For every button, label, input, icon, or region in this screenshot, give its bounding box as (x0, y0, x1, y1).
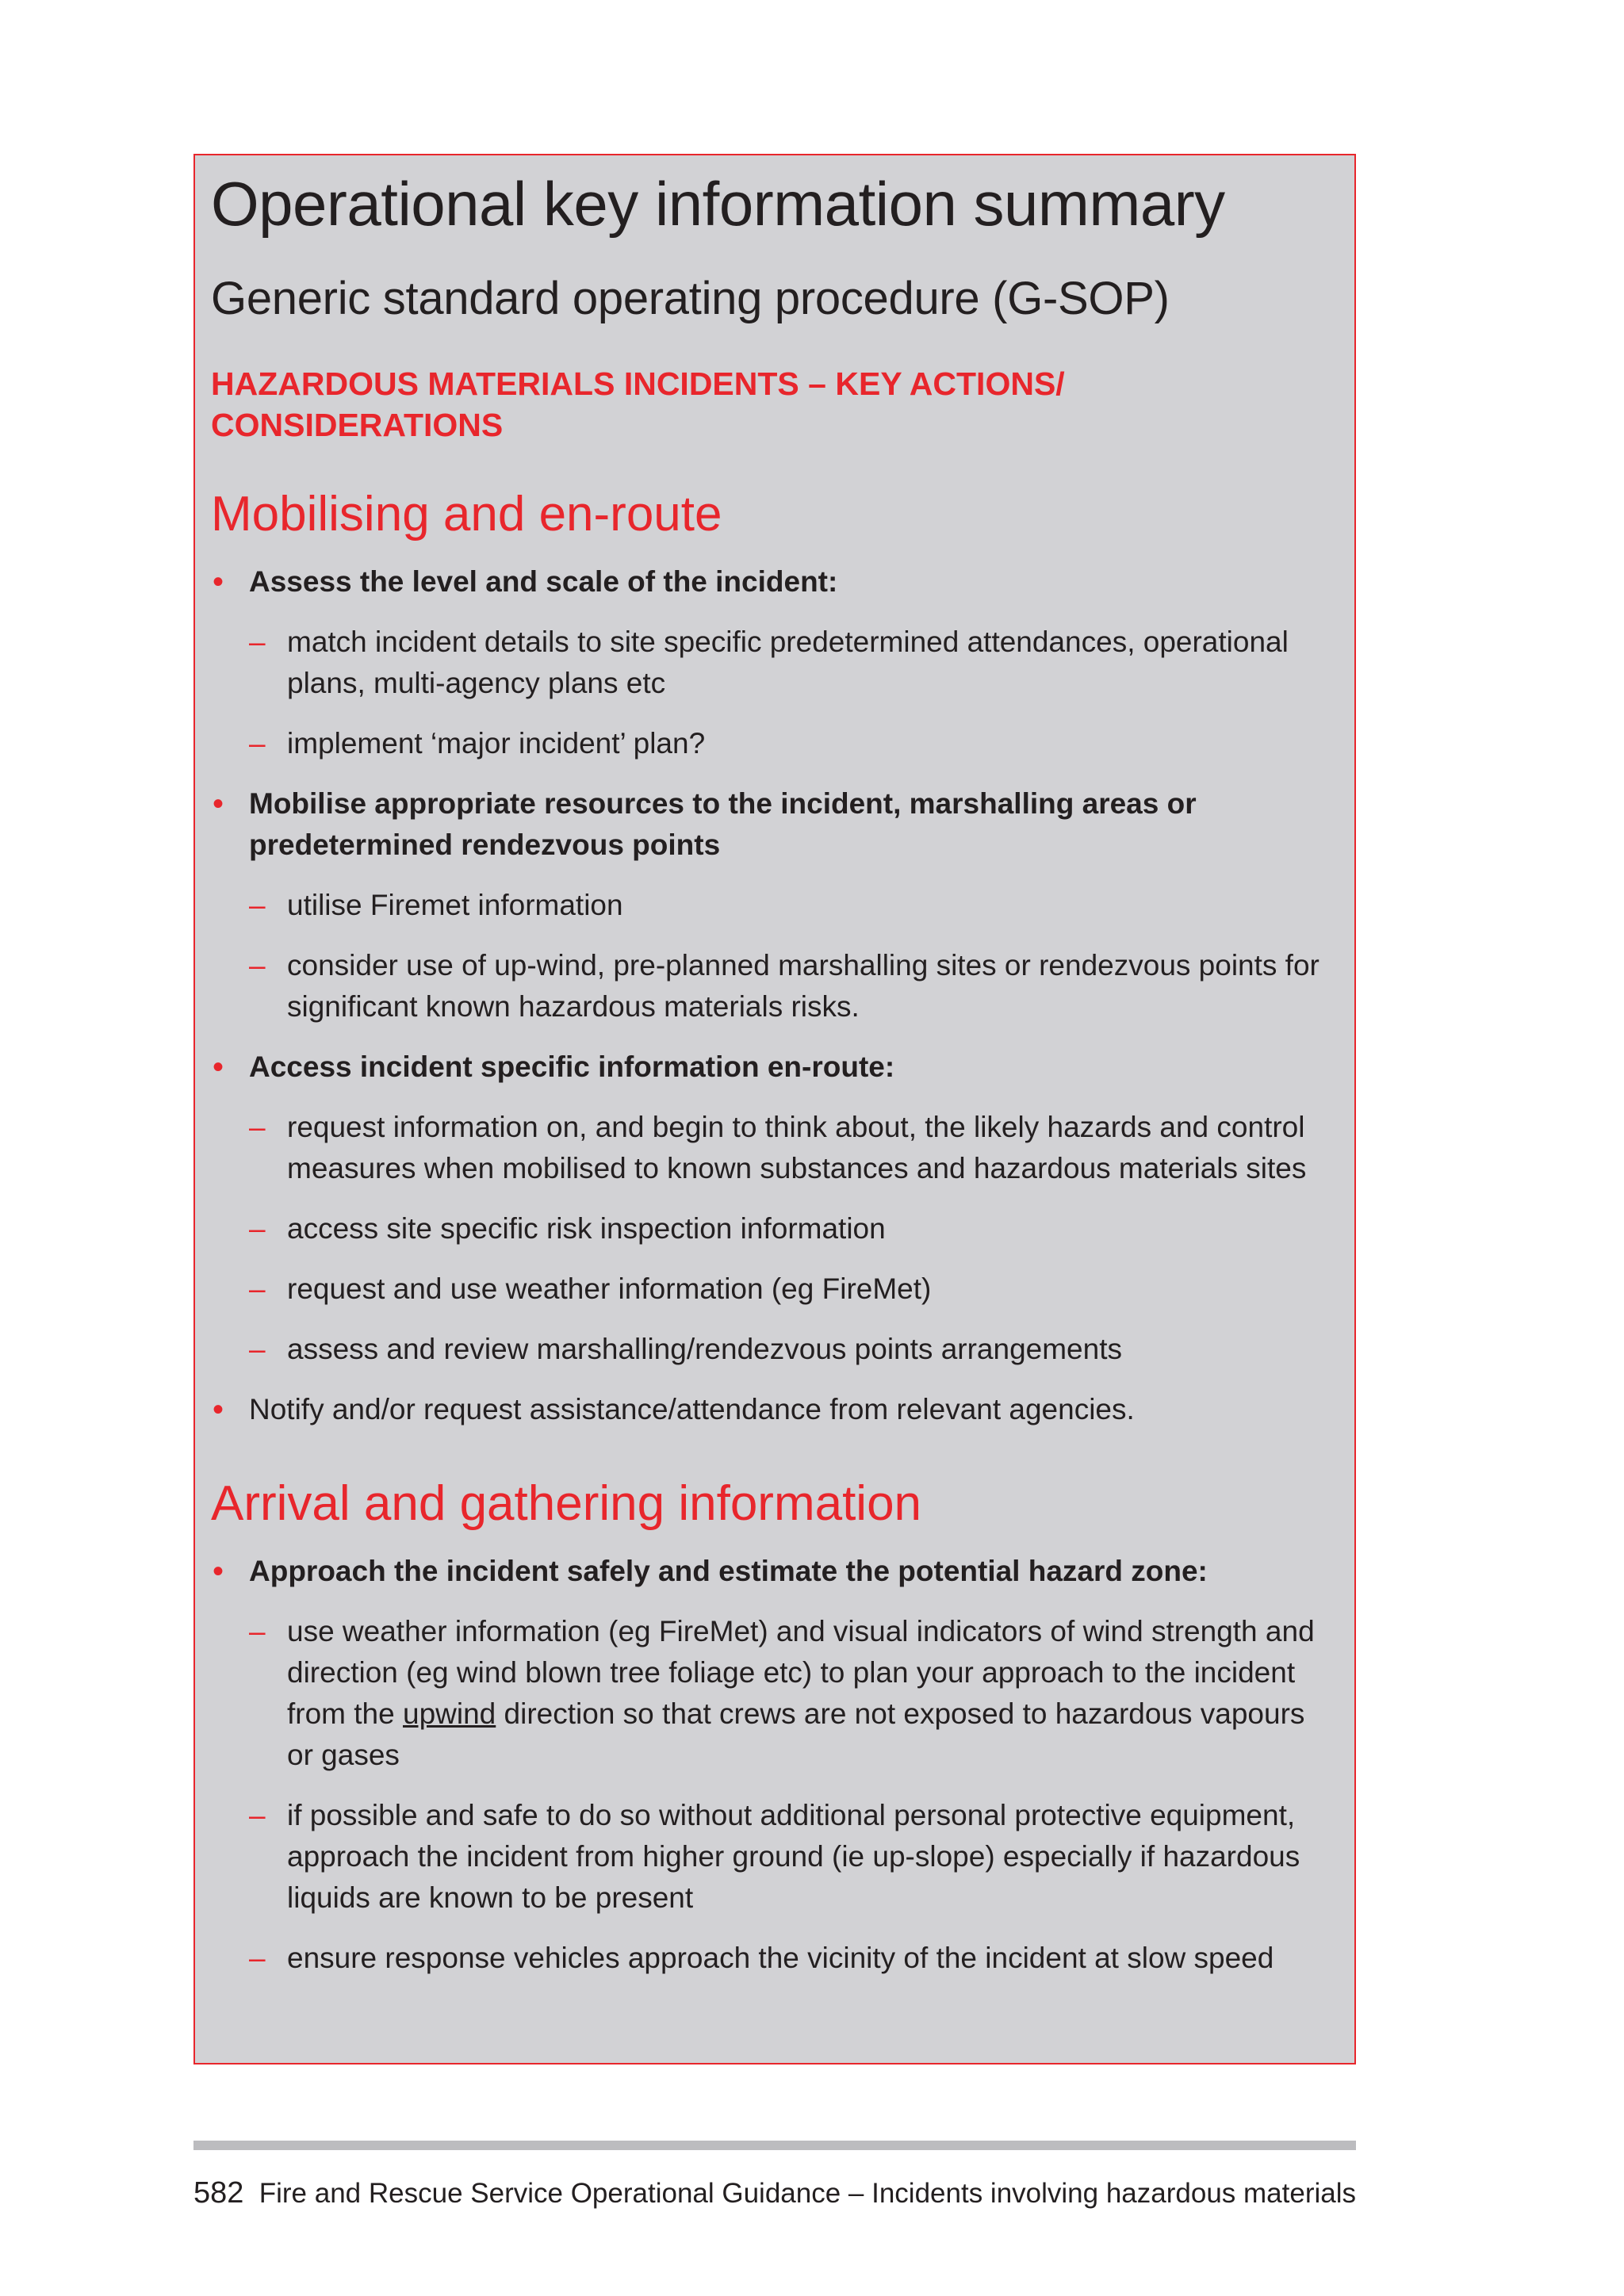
sub-list-item (249, 1938, 1320, 1979)
dash-marker: – (249, 1111, 266, 1144)
dash-marker: – (249, 889, 266, 922)
mobilising-bullet-list (211, 561, 1320, 1430)
dash-marker: – (249, 1272, 266, 1306)
sub-item-text: utilise Firemet information (287, 889, 623, 922)
bullet-text: Access incident specific information en-route: (249, 1050, 895, 1084)
sub-list-item (249, 1107, 1320, 1189)
bullet-text: Approach the incident safely and estimate the potential hazard zone: (249, 1555, 1208, 1588)
key-information-summary-box (193, 154, 1356, 2064)
sub-list (249, 1611, 1320, 1979)
sub-item-text: direction so that crews are not exposed to hazardous vapours or gases (287, 1697, 1305, 1772)
section-heading-arrival: Arrival and gathering information (211, 1476, 922, 1532)
sub-list-item (249, 1208, 1320, 1249)
sub-list-item (249, 622, 1320, 704)
sub-list-item (249, 1329, 1320, 1370)
underlined-term-upwind: upwind (403, 1697, 496, 1731)
sub-item-text: match incident details to site specific predetermined attendances, operational plans, multi-agency plans etc (287, 626, 1289, 700)
sub-list-item (249, 1611, 1320, 1776)
sub-item-text: if possible and safe to do so without additional personal protective equipment, approach the incident from higher ground (ie up-slope) especially if hazardous liquids are known to be present (287, 1799, 1300, 1915)
list-item (211, 561, 1320, 764)
sub-item-text: access site specific risk inspection information (287, 1212, 886, 1246)
dash-marker: – (249, 1942, 266, 1975)
dash-marker: – (249, 1212, 266, 1246)
list-item (211, 1551, 1320, 1979)
sub-list-item (249, 723, 1320, 764)
sub-item-text: request information on, and begin to think about, the likely hazards and control measures when mobilised to known substances and hazardous materials sites (287, 1111, 1307, 1185)
bullet-marker: • (213, 1050, 224, 1085)
sub-item-text: consider use of up-wind, pre-planned marshalling sites or rendezvous points for significant known hazardous materials risks. (287, 949, 1320, 1024)
dash-marker: – (249, 1333, 266, 1366)
dash-marker: – (249, 1799, 266, 1832)
bullet-marker: • (213, 1392, 224, 1428)
sub-item-text: implement ‘major incident’ plan? (287, 727, 706, 760)
sub-list-item (249, 1795, 1320, 1919)
sub-item-text: use weather information (eg FireMet) and visual indicators of wind strength and direction (eg wind blown tree foliage etc) to plan your approach to the incident from the (287, 1615, 1315, 1731)
bullet-text: Mobilise appropriate resources to the incident, marshalling areas or predetermined rendezvous points (249, 787, 1197, 862)
sub-list-item (249, 885, 1320, 926)
footer-publication-title: Fire and Rescue Service Operational Guidance – Incidents involving hazardous materials (259, 2178, 1356, 2209)
sub-item-text: request and use weather information (eg FireMet) (287, 1272, 932, 1306)
dash-marker: – (249, 1615, 266, 1648)
sub-list (249, 885, 1320, 1027)
bullet-text: Assess the level and scale of the incident: (249, 565, 838, 599)
list-item (211, 1389, 1320, 1430)
bullet-marker: • (213, 564, 224, 600)
sub-item-text: assess and review marshalling/rendezvous points arrangements (287, 1333, 1122, 1366)
list-item (211, 783, 1320, 1027)
arrival-bullet-list (211, 1551, 1320, 1979)
bullet-marker: • (213, 1554, 224, 1590)
page-subtitle: Generic standard operating procedure (G-SOP) (211, 273, 1170, 325)
key-actions-heading: HAZARDOUS MATERIALS INCIDENTS – KEY ACTIONS/ CONSIDERATIONS (211, 365, 1065, 443)
page-number: 582 (193, 2176, 244, 2210)
section-heading-mobilising: Mobilising and en-route (211, 486, 722, 541)
sub-list (249, 622, 1320, 764)
sub-list (249, 1107, 1320, 1370)
dash-marker: – (249, 727, 266, 760)
dash-marker: – (249, 949, 266, 982)
list-item (211, 1047, 1320, 1370)
footer-divider (193, 2141, 1356, 2150)
page-title: Operational key information summary (211, 169, 1225, 239)
bullet-marker: • (213, 786, 224, 822)
sub-list-item (249, 945, 1320, 1027)
sub-item-text: ensure response vehicles approach the vicinity of the incident at slow speed (287, 1942, 1274, 1975)
bullet-text: Notify and/or request assistance/attendance from relevant agencies. (249, 1393, 1135, 1426)
sub-list-item (249, 1269, 1320, 1310)
dash-marker: – (249, 626, 266, 659)
